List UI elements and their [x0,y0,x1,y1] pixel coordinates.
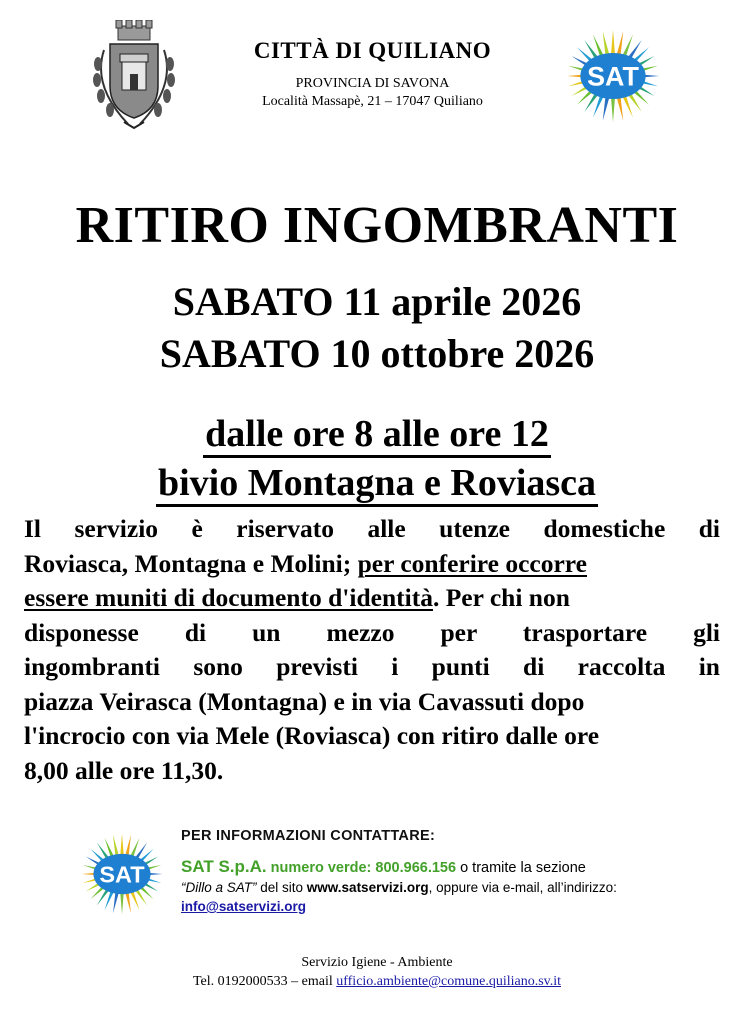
service-description [24,512,720,788]
sat-logo-ray [611,30,615,55]
sat-logo-ray [611,97,615,122]
contact-heading: PER INFORMAZIONI CONTATTARE: [181,828,436,844]
sat-logo-icon [565,28,661,124]
footer-contacts [0,974,754,990]
sat-logo-text: SAT [99,861,145,888]
toll-free-number[interactable]: numero verde: 800.966.156 [266,860,457,876]
contact-text: o tramite la sezione [456,860,586,876]
contact-email-link[interactable]: info@satservizi.org [181,899,306,914]
sat-logo-icon [80,832,164,916]
collection-date-2: SABATO 10 ottobre 2026 [159,331,595,376]
location-container [0,461,754,505]
sat-logo-ray [603,31,610,56]
municipality-address: Località Massapè, 21 – 17047 Quiliano [262,94,483,109]
sat-logo-ray [113,835,119,857]
id-requirement-text: essere muniti di documento d'identità [24,583,433,612]
footer-email-link[interactable]: ufficio.ambiente@comune.quiliano.sv.it [336,974,562,989]
hours-container [0,412,754,456]
sat-logo-ray [120,892,124,914]
description-line: Il servizio è riservato alle utenze domestiche di [24,514,720,543]
footer-phone: Tel. 0192000533 – email [192,974,337,989]
contact-line [181,880,617,895]
sat-logo-ray [617,31,624,56]
description-text: . Per chi non [432,583,570,612]
contact-text: , oppure via e-mail, all’indirizzo: [428,880,617,895]
sat-logo-ray [125,892,131,914]
description-text: Roviasca, Montagna e Molini; [24,548,358,578]
sat-logo-text: SAT [587,61,639,92]
sat-logo-ray [617,96,624,121]
id-requirement-text: per conferire occorre [357,548,587,578]
sat-logo-ray [603,96,610,121]
sat-logo-ray [113,892,119,914]
description-line: l'incrocio con via Mele (Roviasca) con ritiro dalle ore [24,721,600,750]
sat-logo-ray [120,834,124,856]
description-line: 8,00 alle ore 11,30. [24,755,224,785]
contact-line [181,857,586,877]
page-title: RITIRO INGOMBRANTI [75,197,679,254]
company-name: SAT S.p.A. [181,857,267,876]
collection-hours: dalle ore 8 alle ore 12 [203,413,551,458]
collection-date-1: SABATO 11 aprile 2026 [172,279,582,324]
description-line: disponesse di un mezzo per trasportare gli [24,617,720,647]
description-line: piazza Veirasca (Montagna) e in via Cavassuti dopo [24,686,585,716]
description-line [24,547,720,582]
province-name: PROVINCIA DI SAVONA [295,76,450,91]
city-name: CITTÀ DI QUILIANO [253,38,492,63]
footer-service: Servizio Igiene - Ambiente [301,955,453,970]
sat-logo-ray [125,835,131,857]
description-line [24,581,720,616]
description-line: ingombranti sono previsti i punti di raccolta in [24,652,720,681]
website-link[interactable]: www.satservizi.org [306,880,429,895]
section-name: “Dillo a SAT” [181,880,257,895]
contact-text: del sito [256,880,307,895]
coat-of-arms-icon [88,20,180,132]
collection-location: bivio Montagna e Roviasca [156,462,598,507]
